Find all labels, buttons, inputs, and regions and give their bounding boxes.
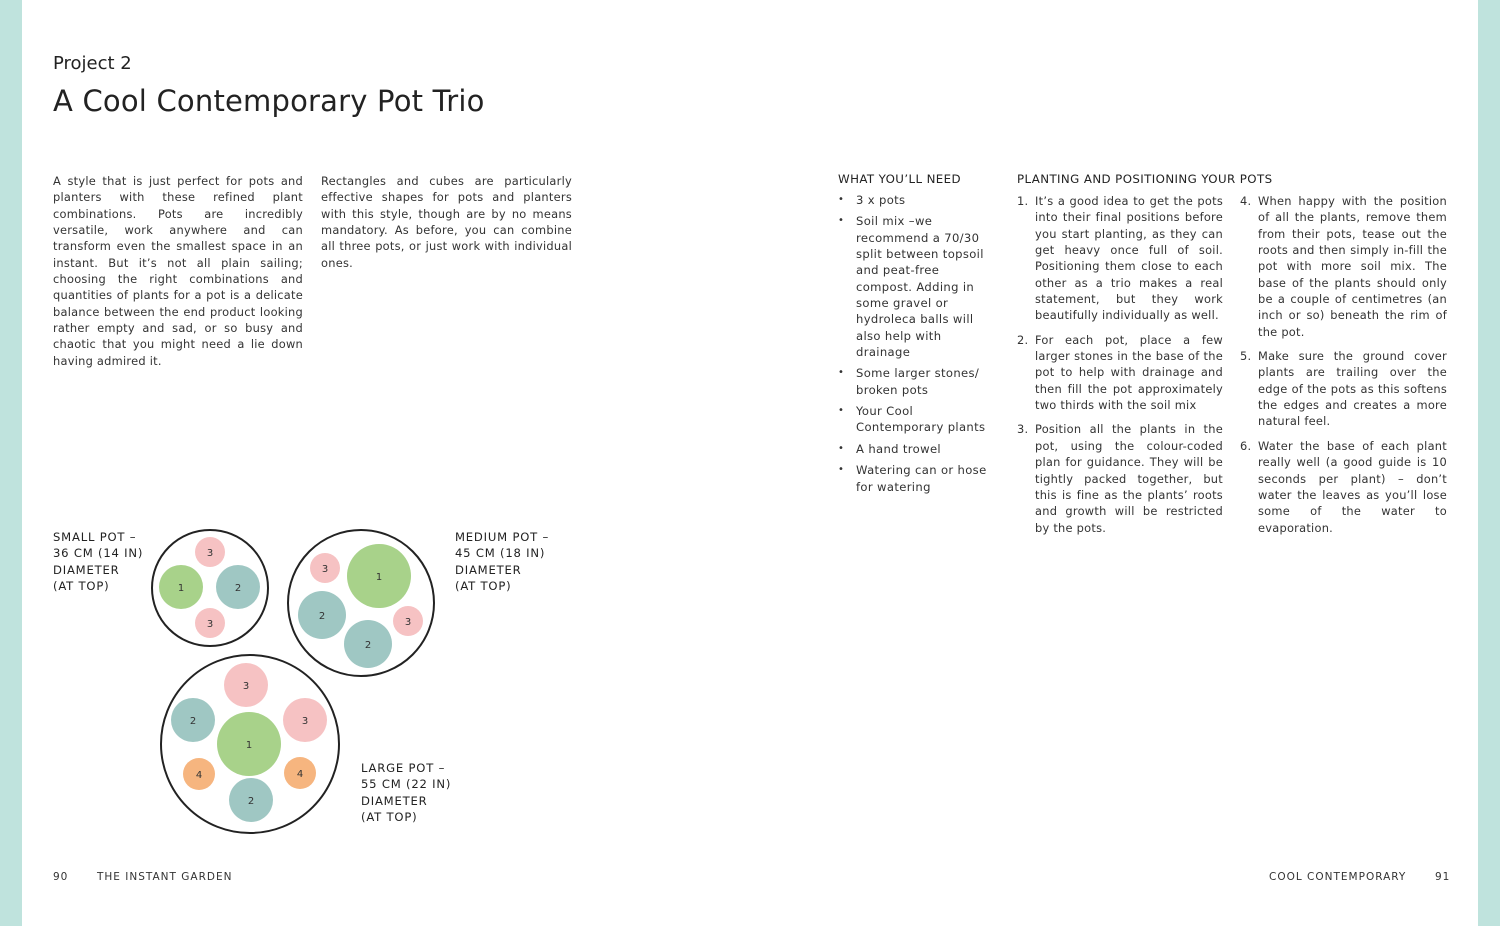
planting-step	[1017, 332, 1223, 414]
label-line: 45 CM (18 IN)	[455, 546, 546, 561]
label-line: (AT TOP)	[53, 579, 110, 594]
needs-list	[838, 192, 998, 495]
planting-step	[1240, 193, 1447, 340]
step-number: 1.	[1017, 194, 1029, 208]
step-number: 6.	[1240, 438, 1252, 453]
plant-number: 4	[296, 769, 304, 780]
label-line: DIAMETER	[53, 562, 120, 577]
step-number: 4.	[1240, 194, 1252, 208]
plant-number: 3	[301, 716, 309, 727]
intro-paragraph-2: Rectangles and cubes are particularly effective shapes for pots and planters with this style, though are by no means mandatory. As before, you can combine all three pots, or just work with individual ones.	[321, 174, 572, 270]
needs-item: • 3 x pots	[838, 192, 998, 208]
plant-number: 1	[177, 583, 185, 594]
needs-item: • Your Cool Contemporary plants	[838, 403, 998, 436]
plant-number: 2	[189, 716, 197, 727]
planting-step	[1240, 438, 1447, 536]
left-running-title: THE INSTANT GARDEN	[97, 871, 233, 883]
plant-number: 4	[195, 770, 203, 781]
plant-number: 2	[364, 640, 372, 651]
planting-step	[1017, 193, 1223, 324]
label-line: (AT TOP)	[455, 579, 512, 594]
step-number: 3.	[1017, 422, 1029, 437]
right-page-edge	[1478, 0, 1500, 926]
planting-step	[1240, 348, 1447, 430]
step-text: Make sure the ground cover plants are trailing over the edge of the pots as this softens the edges and creates a more natural feel.	[1258, 349, 1447, 429]
label-line: (AT TOP)	[361, 810, 418, 825]
plant-number: 1	[245, 740, 253, 751]
intro-paragraph-1: A style that is just perfect for pots and planters with these refined plant combinations. Pots are incredibly versatile, work anywhere and can transform even the smallest space in an instant. But it’s not all plain sailing; choosing the right combinations and quantities of plants for a pot is a delicate balance between the end product looking rather empty and sad, or so busy and chaotic that you might need a lie down having admired it.	[53, 174, 303, 368]
step-number: 2.	[1017, 332, 1029, 347]
plant-number: 2	[318, 611, 326, 622]
planting-heading: PLANTING AND POSITIONING YOUR POTS	[1017, 172, 1273, 186]
plant-number: 3	[321, 564, 329, 575]
plant-number: 3	[206, 548, 214, 559]
planting-steps-col1	[1017, 193, 1223, 544]
needs-section	[838, 172, 998, 500]
left-page-number: 90	[53, 871, 69, 883]
right-running-title: COOL CONTEMPORARY	[1269, 871, 1407, 883]
label-line: DIAMETER	[455, 562, 522, 577]
plant-number: 3	[242, 681, 250, 692]
step-text: It’s a good idea to get the pots into their final positions before you start planting, as they can get heavy once full of soil. Positioning them close to each other as a trio makes a real statement, but they work beautifully individually as well.	[1035, 194, 1223, 323]
plant-number: 3	[404, 617, 412, 628]
label-line: SMALL POT –	[53, 530, 137, 544]
small-pot-label	[53, 529, 143, 594]
planting-step	[1017, 421, 1223, 535]
needs-item: • A hand trowel	[838, 441, 998, 457]
label-line: DIAMETER	[361, 793, 428, 808]
right-page-number: 91	[1435, 871, 1451, 883]
pot-planting-diagram	[140, 520, 450, 842]
step-text: For each pot, place a few larger stones in the base of the pot to help with drainage and then fill the pot approximately two thirds with the soil mix	[1035, 332, 1223, 413]
label-line: 36 CM (14 IN)	[53, 546, 144, 561]
project-number: Project 2	[53, 53, 132, 74]
planting-steps-col2	[1240, 193, 1447, 544]
plant-number: 2	[234, 583, 242, 594]
needs-item: • Some larger stones/ broken pots	[838, 365, 998, 398]
plant-number: 1	[375, 572, 383, 583]
step-number: 5.	[1240, 349, 1252, 364]
label-line: LARGE POT –	[361, 761, 446, 775]
plant-number: 2	[247, 796, 255, 807]
needs-heading: WHAT YOU’LL NEED	[838, 172, 961, 186]
intro-column-2	[321, 173, 572, 271]
left-page-edge	[0, 0, 22, 926]
step-text: Water the base of each plant really well (a good guide is 10 seconds per plant) – don’t water the leaves as you’ll lose some of the water to evaporation.	[1258, 438, 1447, 535]
needs-item: • Watering can or hose for watering	[838, 462, 998, 495]
label-line: MEDIUM POT –	[455, 530, 550, 544]
intro-column-1	[53, 173, 303, 369]
plant-number: 3	[206, 619, 214, 630]
medium-pot-label	[455, 529, 549, 594]
label-line: 55 CM (22 IN)	[361, 777, 452, 792]
step-text: Position all the plants in the pot, using the colour-coded plan for guidance. They will be tightly packed together, but this is fine as the plants’ roots and growth will be restricted by the pots.	[1035, 422, 1223, 535]
step-text: When happy with the position of all the plants, remove them from their pots, tease out the roots and then simply in-fill the pot with more soil mix. The base of the plants should only be a couple of centimetres (an inch or so) beneath the rim of the pot.	[1258, 194, 1447, 339]
needs-item: • Soil mix –we recommend a 70/30 split between topsoil and peat-free compost. Adding in some gravel or hydroleca balls will also help with drainage	[838, 213, 998, 360]
page-title: A Cool Contemporary Pot Trio	[53, 84, 485, 118]
